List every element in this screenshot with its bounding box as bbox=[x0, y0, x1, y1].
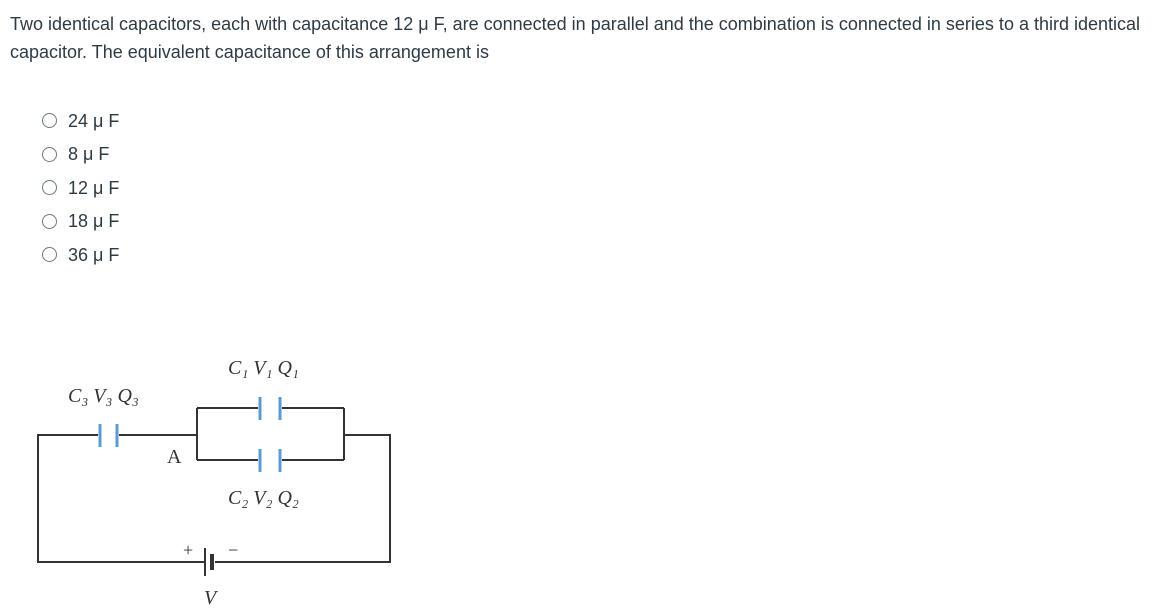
circuit-wires bbox=[38, 408, 390, 562]
battery-plus-label: + bbox=[183, 540, 194, 560]
battery-voltage-label: V bbox=[204, 587, 217, 609]
node-a-label: A bbox=[167, 446, 182, 468]
c1-label: C₁ V₁ Q₁ bbox=[228, 357, 299, 379]
battery-minus-label: − bbox=[228, 540, 239, 560]
capacitor-c3-icon bbox=[100, 424, 117, 447]
capacitor-c2-icon bbox=[260, 449, 280, 472]
answer-label: 24 μ F bbox=[68, 110, 120, 131]
answer-label: 36 μ F bbox=[68, 244, 120, 265]
answer-label: 8 μ F bbox=[68, 144, 110, 165]
c2-label: C₂ V₂ Q₂ bbox=[228, 487, 299, 509]
c3-label: C₃ V₃ Q₃ bbox=[68, 385, 139, 407]
capacitor-c1-icon bbox=[260, 397, 280, 420]
answer-label: 12 μ F bbox=[68, 177, 120, 198]
question-text: Two identical capacitors, each with capacitance 12 μ F, are connected in parallel and the combination is connected in series to a third identical capacitor. The equivalent capacitance of this arrangement is bbox=[10, 14, 1141, 62]
battery-icon bbox=[205, 548, 212, 576]
answer-label: 18 μ F bbox=[68, 211, 120, 232]
